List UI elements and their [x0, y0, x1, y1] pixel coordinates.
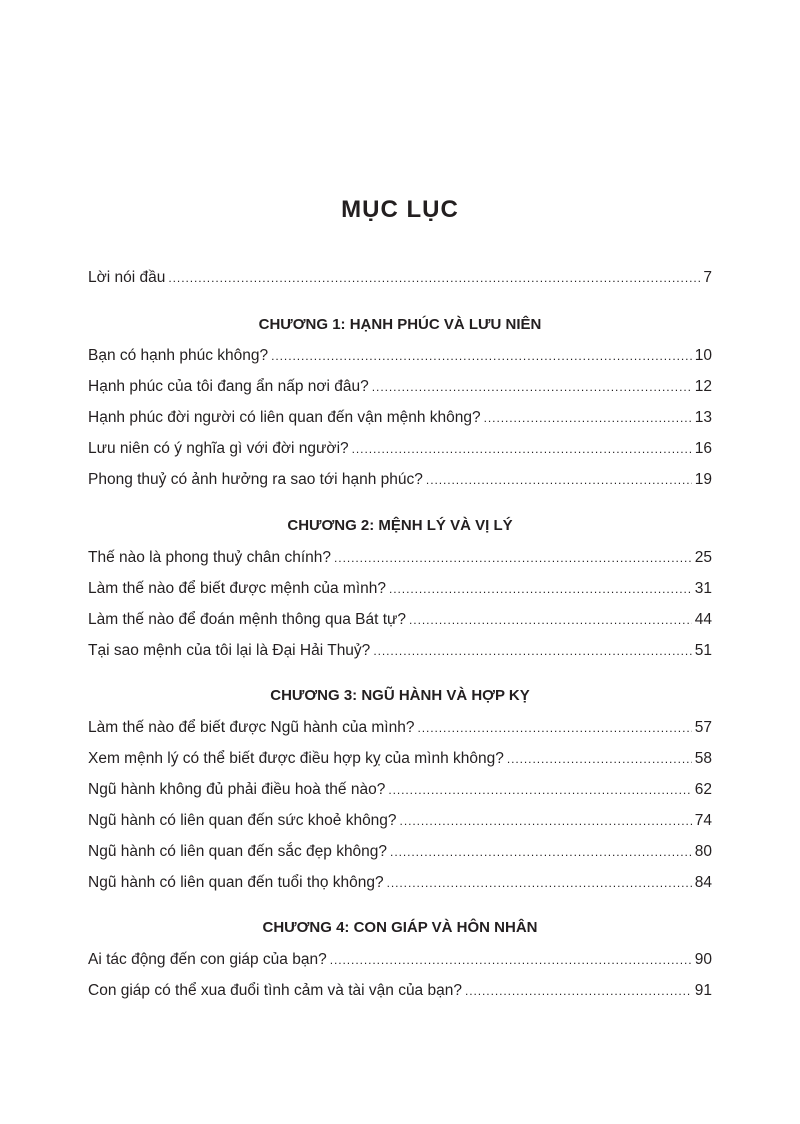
dot-leader: [484, 406, 692, 430]
toc-entry[interactable]: [88, 747, 712, 771]
dot-leader: [507, 747, 692, 771]
toc-entry-intro[interactable]: [88, 266, 712, 290]
toc-entry-title: Ngũ hành không đủ phải điều hoà thế nào?: [88, 781, 386, 798]
toc-page-number: 10: [694, 347, 712, 364]
toc-page-number: 84: [694, 874, 712, 891]
toc-entry[interactable]: [88, 375, 712, 399]
toc-entry-title: Lưu niên có ý nghĩa gì với đời người?: [88, 440, 349, 457]
toc-entry[interactable]: [88, 577, 712, 601]
chapter-heading-2: CHƯƠNG 2: MỆNH LÝ VÀ VỊ LÝ: [287, 517, 513, 534]
dot-leader: [426, 468, 692, 492]
toc-entry-title: Hạnh phúc của tôi đang ẩn nấp nơi đâu?: [88, 378, 369, 395]
toc-entry[interactable]: [88, 809, 712, 833]
toc-page-number: 74: [694, 812, 712, 829]
toc-page-number: 51: [694, 642, 712, 659]
dot-leader: [389, 577, 692, 601]
toc-page-number: 7: [703, 269, 712, 286]
toc-entry[interactable]: [88, 608, 712, 632]
dot-leader: [168, 266, 700, 290]
toc-entry-title: Xem mệnh lý có thể biết được điều hợp kỵ của mình không?: [88, 750, 504, 767]
dot-leader: [387, 871, 692, 895]
toc-entry-title: Tại sao mệnh của tôi lại là Đại Hải Thuỷ?: [88, 642, 371, 659]
dot-leader: [417, 716, 691, 740]
toc-entry[interactable]: [88, 468, 712, 492]
toc-entry-title: Làm thế nào để biết được Ngũ hành của mình?: [88, 719, 415, 736]
dot-leader: [352, 437, 692, 461]
toc-entry[interactable]: [88, 778, 712, 802]
toc-entry[interactable]: [88, 716, 712, 740]
toc-entry[interactable]: [88, 546, 712, 570]
toc-page-number: 58: [694, 750, 712, 767]
dot-leader: [334, 546, 692, 570]
toc-entry-title: Thế nào là phong thuỷ chân chính?: [88, 549, 332, 566]
dot-leader: [373, 639, 691, 663]
toc-entry-title: Lời nói đầu: [88, 269, 166, 286]
toc-page-number: 62: [694, 781, 712, 798]
dot-leader: [400, 809, 692, 833]
toc-entry-title: Phong thuỷ có ảnh hưởng ra sao tới hạnh phúc?: [88, 471, 423, 488]
toc-page-number: 13: [694, 409, 712, 426]
toc-page-number: 31: [694, 580, 712, 597]
toc-page-number: 16: [694, 440, 712, 457]
toc-entry[interactable]: [88, 639, 712, 663]
toc-entry[interactable]: [88, 344, 712, 368]
toc-entry[interactable]: [88, 948, 712, 972]
chapter-heading-4: CHƯƠNG 4: CON GIÁP VÀ HÔN NHÂN: [262, 919, 538, 936]
dot-leader: [330, 948, 692, 972]
toc-entry-title: Ngũ hành có liên quan đến tuổi thọ không?: [88, 874, 384, 891]
toc-entry-title: Ngũ hành có liên quan đến sắc đẹp không?: [88, 843, 388, 860]
dot-leader: [388, 778, 691, 802]
dot-leader: [372, 375, 692, 399]
toc-entry[interactable]: [88, 871, 712, 895]
toc-entry-title: Con giáp có thể xua đuổi tình cảm và tài vận của bạn?: [88, 982, 462, 999]
toc-entry-title: Bạn có hạnh phúc không?: [88, 347, 269, 364]
dot-leader: [390, 840, 692, 864]
dot-leader: [465, 979, 692, 1003]
toc-entry-title: Ai tác động đến con giáp của bạn?: [88, 951, 327, 968]
toc-page-number: 12: [694, 378, 712, 395]
toc-entry-title: Làm thế nào để biết được mệnh của mình?: [88, 580, 386, 597]
toc-entry[interactable]: [88, 979, 712, 1003]
chapter-heading-3: CHƯƠNG 3: NGŨ HÀNH VÀ HỢP KỴ: [270, 687, 530, 704]
dot-leader: [271, 344, 692, 368]
toc-entry[interactable]: [88, 406, 712, 430]
toc-page-number: 25: [694, 549, 712, 566]
toc-entry-title: Ngũ hành có liên quan đến sức khoẻ không?: [88, 812, 397, 829]
toc-page-number: 57: [694, 719, 712, 736]
toc-page-number: 91: [694, 982, 712, 999]
toc-page-number: 19: [694, 471, 712, 488]
toc-entry-title: Làm thế nào để đoán mệnh thông qua Bát tự?: [88, 611, 407, 628]
toc-page-number: 44: [694, 611, 712, 628]
page-title: MỤC LỤC: [341, 196, 459, 223]
toc-page-number: 80: [694, 843, 712, 860]
toc-page-number: 90: [694, 951, 712, 968]
toc-entry-title: Hạnh phúc đời người có liên quan đến vận mệnh không?: [88, 409, 481, 426]
toc-entry[interactable]: [88, 840, 712, 864]
toc-entry[interactable]: [88, 437, 712, 461]
chapter-heading-1: CHƯƠNG 1: HẠNH PHÚC VÀ LƯU NIÊN: [258, 316, 542, 333]
dot-leader: [409, 608, 692, 632]
